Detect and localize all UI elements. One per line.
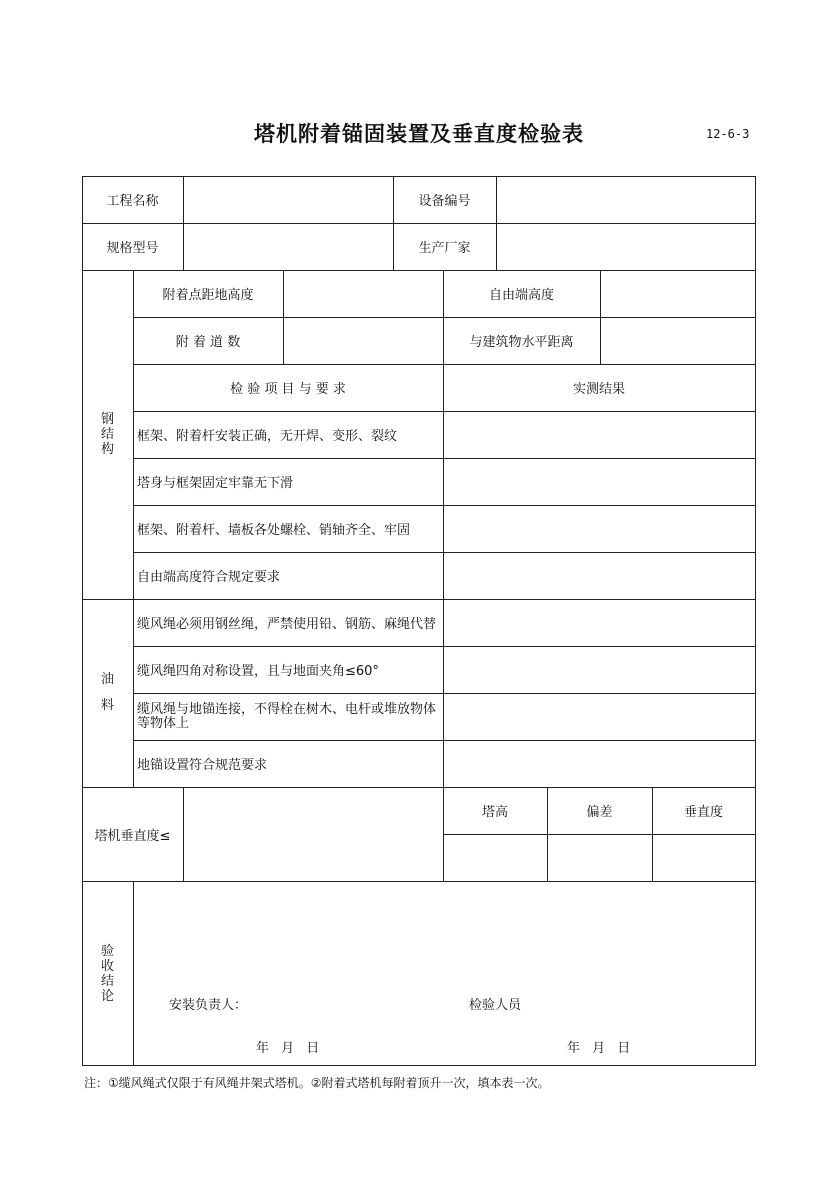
inspector-label: 检验人员 (469, 998, 522, 1013)
result-field[interactable] (443, 599, 755, 646)
tower-height-field[interactable] (443, 834, 547, 881)
verticality-header: 垂直度 (683, 805, 723, 820)
result-field[interactable] (443, 458, 755, 505)
deviation-field[interactable] (547, 834, 652, 881)
section-char: 结 (100, 427, 114, 442)
footnote: 注：①缆风绳式仅限于有风绳井架式塔机。②附着式塔机每附着顶升一次，填本表一次。 (84, 1076, 550, 1090)
result-field[interactable] (443, 411, 755, 458)
date-right: 年 月 日 (567, 1041, 631, 1056)
installer-label: 安装负责人： (169, 998, 248, 1013)
form-code: 12-6-3 (706, 127, 750, 141)
items-header-label: 检 验 项 目 与 要 求 (230, 382, 346, 397)
free-end-field[interactable] (600, 270, 755, 317)
spec-label: 规格型号 (106, 241, 159, 256)
project-name-label: 工程名称 (106, 194, 159, 209)
verticality-label: 塔机垂直度≤ (94, 828, 171, 844)
section-char: 验 (100, 943, 114, 959)
attach-count-field[interactable] (283, 317, 443, 364)
conclusion-field[interactable] (133, 881, 755, 1065)
device-no-field[interactable] (496, 176, 755, 223)
border-right (755, 176, 756, 1066)
device-no-label: 设备编号 (418, 194, 471, 209)
spec-field[interactable] (183, 223, 393, 270)
conclusion-section-label (82, 881, 133, 1066)
steel-item: 框架、附着杆安装正确，无开焊、变形、裂纹 (137, 429, 398, 444)
section-char: 油 (100, 672, 114, 687)
section-char: 钢 (100, 412, 114, 427)
steel-item: 塔身与框架固定牢靠无下滑 (137, 476, 294, 491)
results-header-label: 实测结果 (572, 382, 625, 397)
inspection-table (82, 176, 756, 1066)
result-field[interactable] (443, 740, 755, 787)
verticality-field[interactable] (183, 787, 443, 881)
result-field[interactable] (443, 552, 755, 599)
distance-label: 与建筑物水平距离 (469, 335, 574, 350)
deviation-header: 偏差 (586, 805, 613, 820)
result-field[interactable] (443, 505, 755, 552)
date-left: 年 月 日 (256, 1041, 320, 1056)
maker-label: 生产厂家 (418, 241, 471, 256)
oil-item: 地锚设置符合规范要求 (137, 758, 268, 773)
form-title: 塔机附着锚固装置及垂直度检验表 (254, 122, 584, 146)
border-bottom (82, 1065, 756, 1066)
oil-item: 缆风绳四角对称设置，且与地面夹角≤60° (137, 664, 379, 679)
result-field[interactable] (443, 646, 755, 693)
section-char: 构 (100, 442, 114, 457)
section-char: 论 (100, 988, 114, 1004)
steel-item: 自由端高度符合规定要求 (137, 570, 281, 585)
distance-field[interactable] (600, 317, 755, 364)
attach-height-field[interactable] (283, 270, 443, 317)
attach-count-label: 附 着 道 数 (175, 335, 241, 350)
project-name-field[interactable] (183, 176, 393, 223)
steel-item: 框架、附着杆、墙板各处螺栓、销轴齐全、牢固 (137, 523, 411, 538)
section-char: 结 (100, 973, 114, 989)
verticality-value-field[interactable] (652, 834, 755, 881)
maker-field[interactable] (496, 223, 755, 270)
attach-height-label: 附着点距地高度 (162, 288, 254, 303)
oil-item: 缆风绳必须用钢丝绳，严禁使用铅、钢筋、麻绳代替 (137, 617, 437, 632)
oil-section-label (82, 599, 133, 787)
steel-section-label (82, 270, 133, 599)
tower-height-header: 塔高 (481, 805, 508, 820)
oil-item: 缆风绳与地锚连接，不得栓在树木、电杆或堆放物体等物体上 (137, 701, 437, 731)
free-end-label: 自由端高度 (488, 288, 554, 303)
section-char: 收 (100, 958, 114, 974)
result-field[interactable] (443, 693, 755, 740)
section-char: 料 (100, 698, 114, 713)
